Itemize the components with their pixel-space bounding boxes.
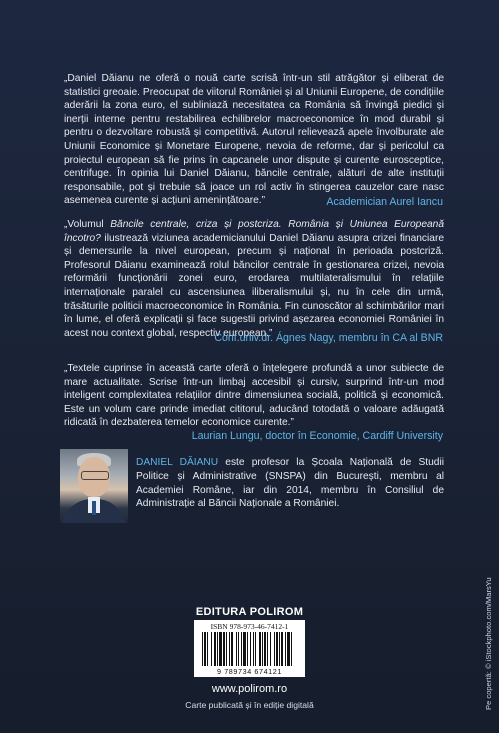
barcode-bar xyxy=(255,632,256,666)
cover-photo-credit: Pe copertă: © iStockphoto.com/MarsYu xyxy=(484,577,493,710)
barcode-bar xyxy=(217,632,218,666)
barcode-bar xyxy=(211,632,212,666)
isbn-label: ISBN 978-973-46-7412-1 xyxy=(210,622,289,631)
quote-agnes-nagy xyxy=(64,218,444,340)
barcode-bar xyxy=(285,632,286,666)
barcode-bar xyxy=(226,632,227,666)
author-name: DANIEL DĂIANU xyxy=(136,457,219,468)
quote-laurian-lungu: „Textele cuprinse în această carte oferă o înțelegere profundă a unor subiecte de mare actualitate. Scrise într-un limbaj accesibil și cursiv, surprind într-un mod inteligent complexitatea relațiilor dintre dimensiunea socială, politică și economică. Este un volum care prinde imediat cititorul, aducând totodată o valoare adăugată ridicată în dezbaterea temelor economice curente.” xyxy=(64,363,444,429)
barcode-bar xyxy=(250,632,251,666)
quote-aurel-iancu: „Daniel Dăianu ne oferă o nouă carte scrisă într-un stil atrăgător și eliberat de statistici greoaie. Preocupat de viitorul României și al Uniunii Europene, de condițiile aderării la zona euro, el subliniază necesitatea ca România să învingă piedici și inerții interne pentru restabilirea echilibrelor macroeconomice în mod durabil și pentru o dezvoltare robustă și competitivă. Autorul relievează apele învolburate ale Uniunii Economice și Monetare Europene, nevoia de reforme, dar și pericolul ca proiectul european să fie prins în capcanele unor dispute și curente eurosceptice, centrifuge. În opinia lui Daniel Dăianu, băncile centrale, alături de alte instituții responsabile, pot și trebuie să joace un rol activ în stingerea cauzelor care nasc asemenea curente și acțiuni amenințătoare.” xyxy=(64,73,444,207)
barcode-bar xyxy=(202,632,203,666)
digital-edition-tagline: Carte publicată și în ediție digitală xyxy=(185,700,314,710)
barcode-bar xyxy=(281,632,283,666)
quote-author-2: Conf.univ.dr. Ágnes Nagy, membru în CA al BNR xyxy=(214,332,443,344)
author-bio-text: este profesor la Școala Națională de Studii Politice și Administrative (SNSPA) din București, membru al Academiei Române, iar din 2014, membru în Consiliul de Administrație al Băncii Naționale a României. xyxy=(136,457,444,510)
barcode-bar xyxy=(207,632,208,666)
barcode-bar xyxy=(236,632,237,666)
barcode-bar xyxy=(204,632,206,666)
barcode-bar xyxy=(214,632,216,666)
barcode-bar xyxy=(229,632,230,666)
quote-2-text-before: „Volumul xyxy=(64,219,111,230)
barcode-bar xyxy=(219,632,222,666)
barcode-bar xyxy=(264,632,266,666)
barcode-bar xyxy=(253,632,254,666)
barcode-bar xyxy=(262,632,263,666)
barcode-bar xyxy=(243,632,246,666)
isbn-barcode xyxy=(194,620,305,677)
publisher-name: EDITURA POLIROM xyxy=(195,606,304,618)
barcode-bars xyxy=(202,632,297,666)
barcode-bar xyxy=(287,632,290,666)
barcode-bar xyxy=(231,632,233,666)
barcode-bar xyxy=(267,632,268,666)
barcode-bar xyxy=(291,632,292,666)
barcode-bar xyxy=(259,632,261,666)
barcode-bar xyxy=(279,632,280,666)
barcode-bar xyxy=(247,632,248,666)
barcode-bar xyxy=(274,632,275,666)
author-photo xyxy=(60,449,128,523)
barcode-bar xyxy=(223,632,225,666)
author-bio xyxy=(136,456,444,511)
barcode-bar xyxy=(276,632,278,666)
quote-author-3: Laurian Lungu, doctor în Economie, Cardiff University xyxy=(191,430,443,442)
barcode-bar xyxy=(238,632,239,666)
barcode-bar xyxy=(241,632,242,666)
barcode-digits: 9 789734 674121 xyxy=(217,667,282,676)
barcode-bar xyxy=(270,632,271,666)
quote-author-1: Academician Aurel Iancu xyxy=(326,196,443,208)
book-title-italic: Băncile centrale, criza și postcriza. România și Uniunea Europeană încotro? xyxy=(64,219,444,244)
publisher-website[interactable]: www.polirom.ro xyxy=(211,683,288,695)
quote-2-text-after: ilustrează viziunea academicianului Daniel Dăianu asupra crizei financiare și demersurile la nivel european, precum și național în perioada postcriză. Profesorul Dăianu examinează rolul băncilor centrale în gestionarea crizei, nevoia reformării funcționării zonei euro, erodarea multilateralismului în relațiile internaționale paralel cu ascensiunea iliberalismului și, nu în cele din urmă, trăsăturile politicii macroeconomice în România. Fin cunoscător al schimbărilor mari în lume, el oferă explicații și face sugestii privind așezarea economiei României în acest nou context global, respectiv european.” xyxy=(64,232,444,339)
